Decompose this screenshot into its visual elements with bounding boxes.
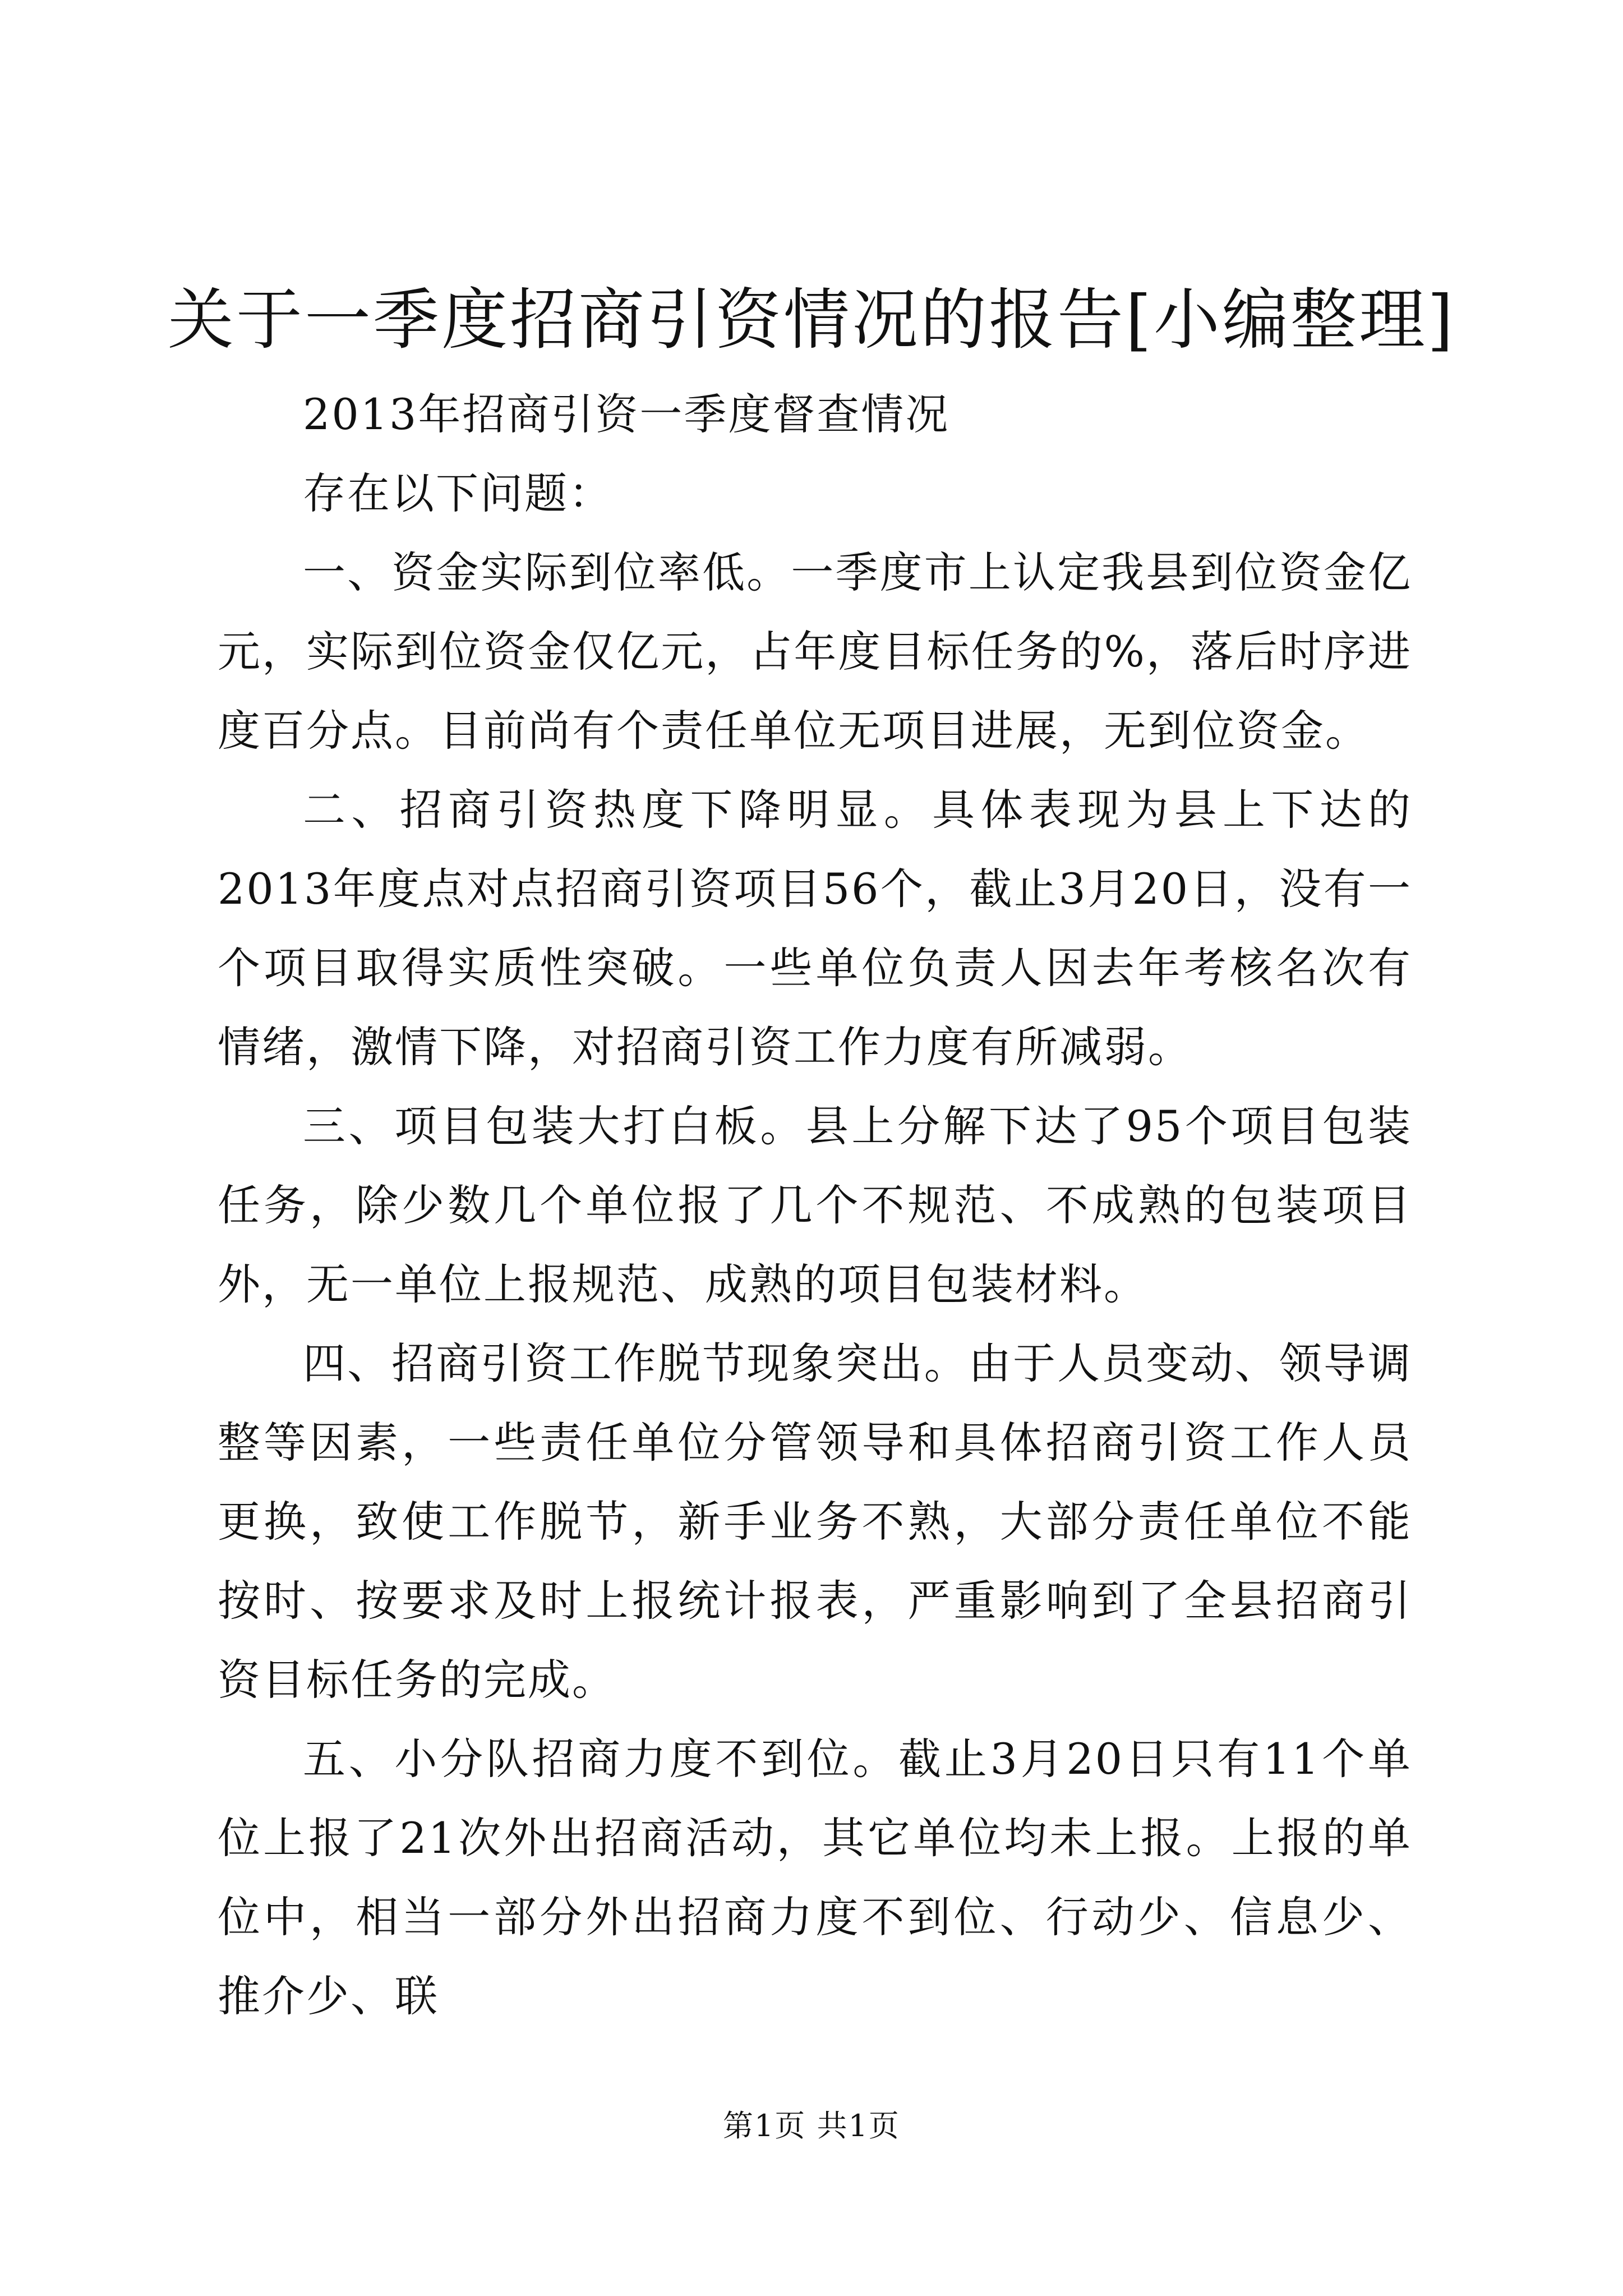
paragraph-issue-2: 二、招商引资热度下降明显。具体表现为县上下达的2013年度点对点招商引资项目56个，截止3月20日，没有一个项目取得实质性突破。一些单位负责人因去年考核名次有情绪，激情下降，对招商引资工作力度有所减弱。 bbox=[218, 785, 1412, 1072]
paragraph-issue-1: 一、资金实际到位率低。一季度市上认定我县到位资金亿元，实际到位资金仅亿元，占年度目标任务的%，落后时序进度百分点。目前尚有个责任单位无项目进展，无到位资金。 bbox=[218, 547, 1412, 756]
paragraph-subtitle: 2013年招商引资一季度督查情况 bbox=[303, 389, 950, 439]
document-body bbox=[218, 375, 1412, 2036]
document-title: 关于一季度招商引资情况的报告[小编整理] bbox=[167, 281, 1456, 358]
paragraph-issue-5: 五、小分队招商力度不到位。截止3月20日只有11个单位上报了21次外出招商活动，其它单位均未上报。上报的单位中，相当一部分外出招商力度不到位、行动少、信息少、推介少、联 bbox=[218, 1734, 1412, 2021]
paragraph-issue-3: 三、项目包装大打白板。县上分解下达了95个项目包装任务，除少数几个单位报了几个不规范、不成熟的包装项目外，无一单位上报规范、成熟的项目包装材料。 bbox=[218, 1101, 1412, 1309]
paragraph-issue-4: 四、招商引资工作脱节现象突出。由于人员变动、领导调整等因素，一些责任单位分管领导和具体招商引资工作人员更换，致使工作脱节，新手业务不熟，大部分责任单位不能按时、按要求及时上报统计报表，严重影响到了全县招商引资目标任务的完成。 bbox=[218, 1338, 1412, 1705]
paragraph-problems-heading: 存在以下问题： bbox=[303, 468, 613, 518]
page-footer: 第1页 共1页 bbox=[723, 2108, 900, 2143]
